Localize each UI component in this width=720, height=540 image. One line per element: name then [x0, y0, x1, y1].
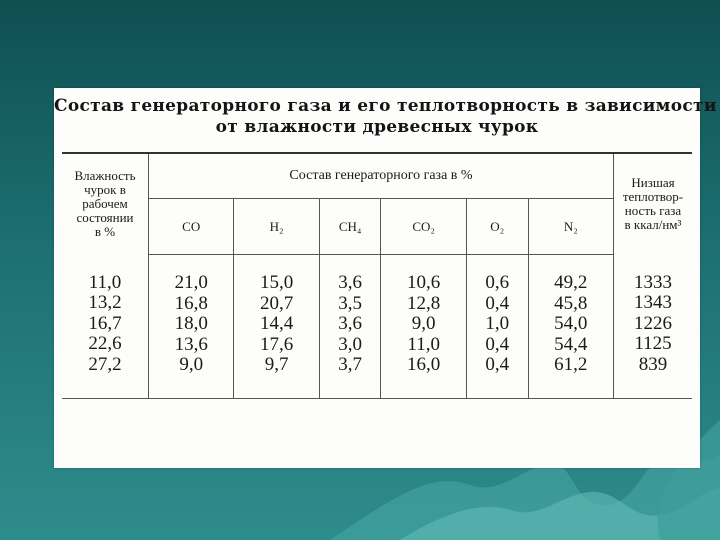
table-data-row: [62, 255, 692, 399]
header-h2: H₂: [234, 199, 319, 255]
column-o2: 0,6 0,4 1,0 0,4 0,4: [466, 255, 528, 399]
column-humidity: 11,0 13,2 16,7 22,6 27,2: [62, 255, 149, 399]
document-title: [54, 96, 717, 138]
column-h2: 15,0 20,7 14,4 17,6 9,7: [234, 255, 319, 399]
gas-composition-table: [62, 152, 692, 399]
column-ch4: 3,6 3,5 3,6 3,0 3,7: [319, 255, 381, 399]
column-co2: 10,6 12,8 9,0 11,0 16,0: [381, 255, 466, 399]
header-n2: N₂: [528, 199, 613, 255]
column-heat-value: 1333 1343 1226 1125 839: [614, 255, 693, 399]
scanned-document: [54, 88, 717, 468]
title-line-1: Состав генераторного газа и его теплотворность в зависимости: [54, 96, 717, 116]
header-humidity: Влажность чурок в рабочем состоянии в %: [62, 153, 149, 255]
header-gas-composition: Состав генераторного газа в %: [149, 153, 614, 199]
column-co: 21,0 16,8 18,0 13,6 9,0: [149, 255, 234, 399]
header-co2: CO₂: [381, 199, 466, 255]
header-heat-value: Низшая теплотвор- ность газа в ккал/нм³: [614, 153, 693, 255]
column-n2: 49,2 45,8 54,0 54,4 61,2: [528, 255, 613, 399]
header-o2: O₂: [466, 199, 528, 255]
header-ch4: CH₄: [319, 199, 381, 255]
header-co: CO: [149, 199, 234, 255]
title-line-2: от влажности древесных чурок: [215, 117, 539, 137]
